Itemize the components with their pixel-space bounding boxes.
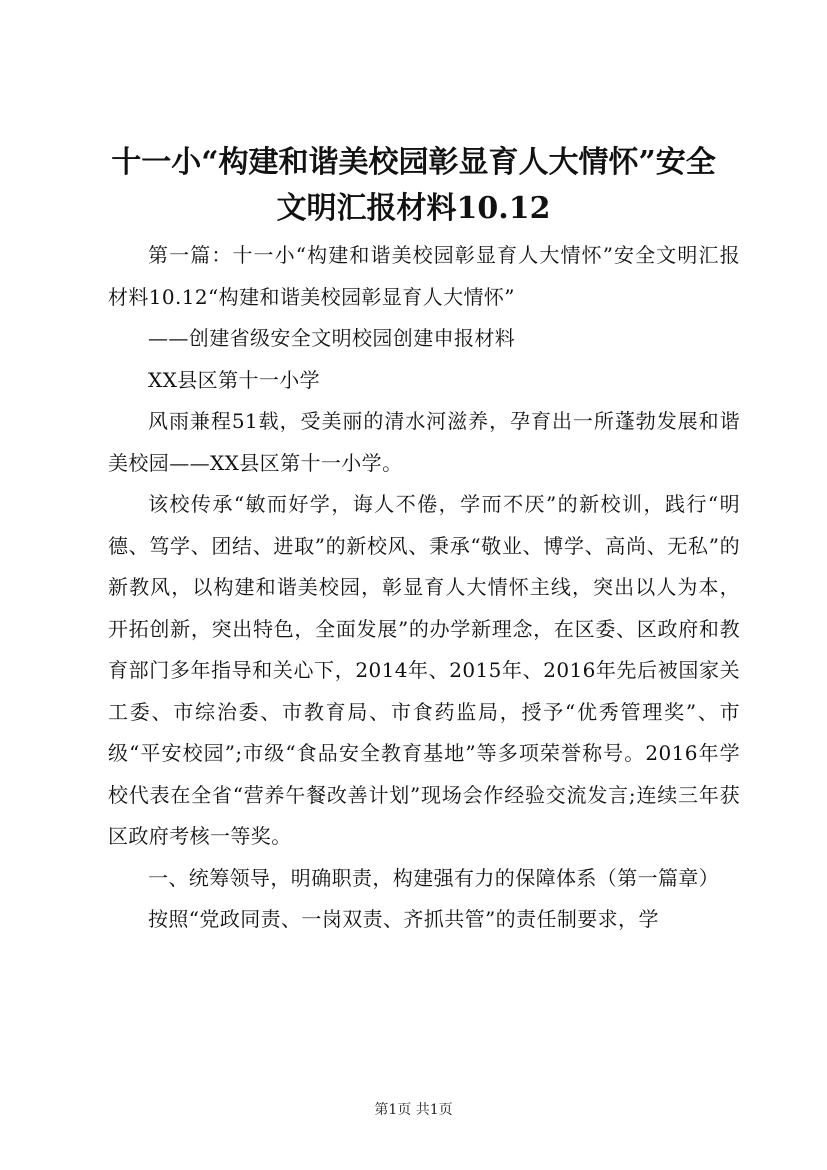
paragraph: 风雨兼程51载，受美丽的清水河滋养，孕育出一所蓬勃发展和谐美校园——XX县区第十一小学。 — [108, 409, 740, 475]
document-title: 十一小“构建和谐美校园彰显育人大情怀”安全文明汇报材料10.12 — [111, 145, 716, 226]
paragraph: ——创建省级安全文明校园创建申报材料 — [148, 326, 516, 350]
document-body — [108, 235, 740, 941]
paragraph: 一、统筹领导，明确职责，构建强有力的保障体系（第一篇章） — [148, 865, 720, 890]
paragraph: XX县区第十一小学 — [148, 367, 321, 392]
paragraph: 该校传承“敏而好学，诲人不倦，学而不厌”的新校训，践行“明德、笃学、团结、进取”的新校风、秉承“敬业、博学、高尚、无私”的新教风，以构建和谐美校园，彰显育人大情怀主线，突出以人为本，开拓创新，突出特色，全面发展”的办学新理念，在区委、区政府和教育部门多年指导和关心下，2014年、2015年、2016年先后被国家关工委、市综治委、市教育局、市食药监局，授予“优秀管理奖”、市级“平安校园”;市级“食品安全教育基地”等多项荣誉称号。2016年学校代表在全省“营养午餐改善计划”现场会作经验交流发言;连续三年获区政府考核一等奖。 — [108, 492, 740, 848]
page-footer: 第1页 共1页 — [374, 1102, 453, 1118]
paragraph: 第一篇：十一小“构建和谐美校园彰显育人大情怀”安全文明汇报材料10.12“构建和谐美校园彰显育人大情怀” — [108, 243, 740, 309]
paragraph: 按照“党政同责、一岗双责、齐抓共管”的责任制要求，学 — [148, 907, 659, 931]
